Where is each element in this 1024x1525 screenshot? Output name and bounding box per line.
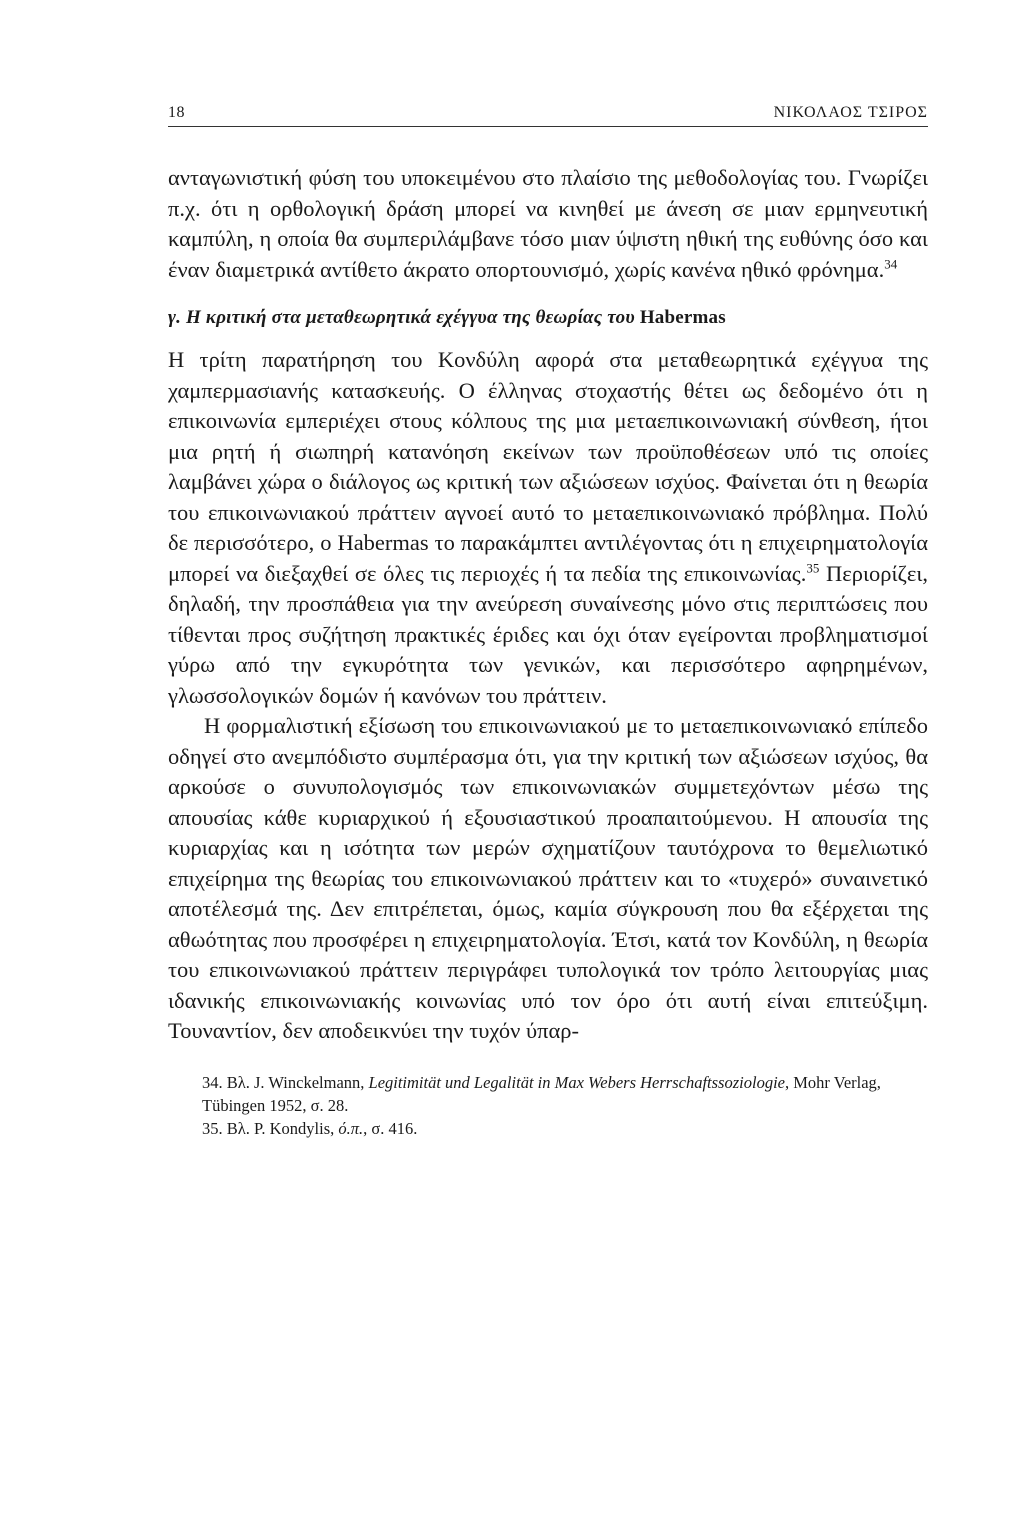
footnote-34-prefix: 34. Βλ. J. Winckelmann, bbox=[202, 1072, 369, 1092]
footnotes bbox=[168, 1071, 928, 1140]
paragraph-2 bbox=[168, 345, 928, 711]
paragraph-continued bbox=[168, 163, 928, 285]
section-heading-name: Habermas bbox=[639, 307, 726, 328]
footnote-35-op-cit: ό.π. bbox=[338, 1118, 364, 1138]
paragraph-2-part-1: Η τρίτη παρατήρηση του Κονδύλη αφορά στα μεταθεωρητικά εχέγγυα της χαμπερμασιανής κατασκευής. Ο έλληνας στοχαστής θέτει ως δεδομένο ότι η επικοινωνία εμπεριέχει στους κόλπους της μια μεταεπικοινωνιακή σύνθεση, ήτοι μια ρητή ή σιωπηρή κατανόηση εκείνων των προϋποθέσεων υπό τις οποίες λαμβάνει χώρα ο διάλογος ως κριτική των αξιώσεων ισχύος. Φαίνεται ότι η θεωρία του επικοινωνιακού πράττειν αγνοεί αυτό το μεταεπικοινωνιακό πρόβλημα. Πολύ δε περισσότερο, ο Habermas το παρακάμπτει αντιλέγοντας ότι η επιχειρηματολογία μπορεί να διεξαχθεί σε όλες τις περιοχές ή τα πεδία της επικοινωνίας. bbox=[168, 347, 928, 586]
footnote-35-prefix: 35. Βλ. P. Kondylis, bbox=[202, 1118, 339, 1138]
book-page bbox=[168, 104, 928, 1140]
page-number: 18 bbox=[168, 104, 185, 121]
footnote-35-suffix: , σ. 416. bbox=[363, 1118, 418, 1138]
paragraph-2-part-2: Περιορίζει, δηλαδή, την προσπάθεια για την ανεύρεση συναίνεσης μόνο στις περιπτώσεις που τίθενται προς συζήτηση πρακτικές έριδες και όχι όταν εγείρονται προβληματισμοί γύρω από την εγκυρότητα των γενικών, και περισσότερο αφηρημένων, γλωσσολογικών δομών ή κανόνων του πράττειν. bbox=[168, 560, 928, 708]
footnote-34-title: Legitimität und Legalität in Max Webers Herrschaftssoziologie bbox=[368, 1072, 785, 1092]
paragraph-3-text: Η φορμαλιστική εξίσωση του επικοινωνιακού με το μεταεπικοινωνιακό επίπεδο οδηγεί στο ανεμπόδιστο συμπέρασμα ότι, για την κριτική των αξιώσεων ισχύος, θα αρκούσε ο συνυπολογισμός των επικοινωνιακών συμμετεχόντων μέσω της απουσίας κάθε κυριαρχικού ή εξουσιαστικού προαπαιτούμενου. Η απουσία της κυριαρχίας και η ισότητα των μερών σχηματίζουν ταυτόχρονα το θεμελιωτικό επιχείρημα της θεωρίας του επικοινωνιακού πράττειν και το «τυχερό» συναινετικό αποτέλεσμά της. Δεν επιτρέπεται, όμως, καμία σύγκρουση που θα εξέρχεται της αθωότητας που προσφέρει η επιχειρηματολογία. Έτσι, κατά τον Κονδύλη, η θεωρία του επικοινωνιακού πράττειν περιγράφει τυπολογικά τον τρόπο λειτουργίας μιας ιδανικής επικοινωνιακής κοινωνίας υπό τον όρο ότι αυτή είναι επιτεύξιμη. Τουναντίον, δεν αποδεικνύει την τυχόν ύπαρ- bbox=[168, 713, 928, 1043]
section-heading-main: γ. Η κριτική στα μεταθεωρητικά εχέγγυα της θεωρίας του bbox=[168, 307, 635, 328]
footnote-ref-35[interactable]: 35 bbox=[806, 560, 820, 575]
footnote-35 bbox=[168, 1117, 928, 1140]
section-heading bbox=[168, 307, 928, 329]
running-header bbox=[168, 104, 928, 127]
paragraph-3 bbox=[168, 711, 928, 1047]
running-head-author: ΝΙΚΟΛΑΟΣ ΤΣΙΡΟΣ bbox=[773, 104, 928, 121]
paragraph-1-text: ανταγωνιστική φύση του υποκειμένου στο πλαίσιο της μεθοδολογίας του. Γνωρίζει π.χ. ότι η ορθολογική δράση μπορεί να κινηθεί με άνεση σε μιαν ερμηνευτική καμπύλη, η οποία θα συμπεριλάμβανε τόσο μιαν ύψιστη ηθική της ευθύνης όσο και έναν διαμετρικά αντίθετο άκρατο οπορτουνισμό, χωρίς κανένα ηθικό φρόνημα. bbox=[168, 165, 928, 282]
footnote-34 bbox=[168, 1071, 928, 1117]
footnote-34-suffix: , Mohr Verlag, Tübingen 1952, σ. 28. bbox=[202, 1072, 881, 1115]
footnote-ref-34[interactable]: 34 bbox=[884, 256, 898, 271]
